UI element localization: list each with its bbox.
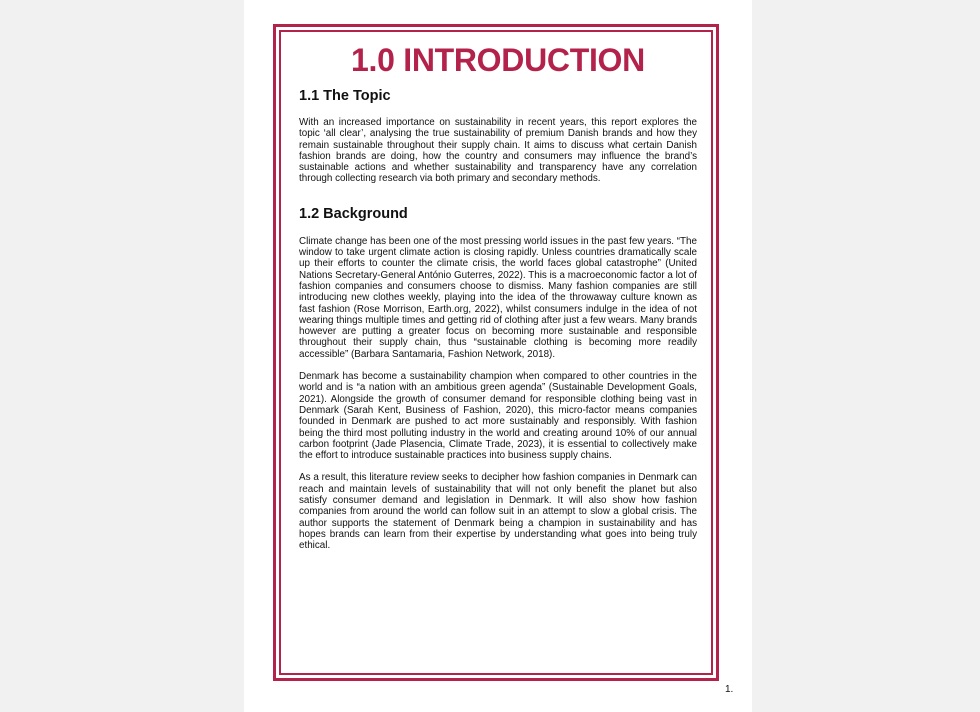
background-paragraph-1: Climate change has been one of the most pressing world issues in the past few years. “The window to take urgent climate action is closing rapidly. Unless countries dramatically scale up their efforts to counter the climate crisis, the world faces global catastrophe” (United Nations Secretary-General António Guterres, 2022). This is a macroeconomic factor a lot of fashion companies and consumers choose to dismiss. Many fashion companies are still introducing new clothes weekly, playing into the idea of the throwaway culture known as fast fashion (Rose Morrison, Earth.org, 2022), whilst consumers indulge in the idea of not wearing things multiple times and getting rid of clothing after just a few wears. Many brands however are putting a greater focus on becoming more sustainable and responsible throughout their supply chain, thus “sustainable clothing is becoming more readily accessible” (Barbara Santamaria, Fashion Network, 2018). bbox=[299, 235, 697, 360]
page-number: 1. bbox=[725, 684, 734, 695]
page-content bbox=[299, 40, 697, 552]
document-page bbox=[244, 0, 752, 712]
background-paragraph-2: Denmark has become a sustainability champion when compared to other countries in the world and is “a nation with an ambitious green agenda” (Sustainable Development Goals, 2021). Alongside the growth of consumer demand for responsible clothing being vast in Denmark (Sarah Kent, Business of Fashion, 2020), this micro-factor means companies founded in Denmark are pushed to act more sustainably and responsibly. With fashion being the third most polluting industry in the world and creating around 10% of our annual carbon footprint (Jade Plasencia, Climate Trade, 2023), it is essential to collectively make the effort to introduce sustainable practices into business supply chains. bbox=[299, 371, 697, 462]
page-title: 1.0 INTRODUCTION bbox=[351, 42, 645, 78]
section-heading-background: 1.2 Background bbox=[299, 205, 408, 222]
topic-paragraph: With an increased importance on sustainability in recent years, this report explores the topic ‘all clear’, analysing the true sustainability of premium Danish brands and how they remain sustainable throughout their supply chain. It aims to discuss what certain Danish fashion brands are doing, how the country and consumers may influence the brand’s sustainable actions and whether sustainability and transparency have any correlation through collecting research via both primary and secondary methods. bbox=[299, 117, 697, 185]
section-heading-topic: 1.1 The Topic bbox=[299, 88, 391, 104]
background-paragraph-3: As a result, this literature review seeks to decipher how fashion companies in Denmark can reach and maintain levels of sustainability that will not only benefit the planet but also satisfy consumer demand and legislation in Denmark. It will also show how fashion companies from around the world can follow suit in an attempt to slow a global crisis. The author supports the statement of Denmark being a champion in sustainability and has hopes brands can learn from their expertise by understanding what goes into being truly ethical. bbox=[299, 472, 697, 552]
